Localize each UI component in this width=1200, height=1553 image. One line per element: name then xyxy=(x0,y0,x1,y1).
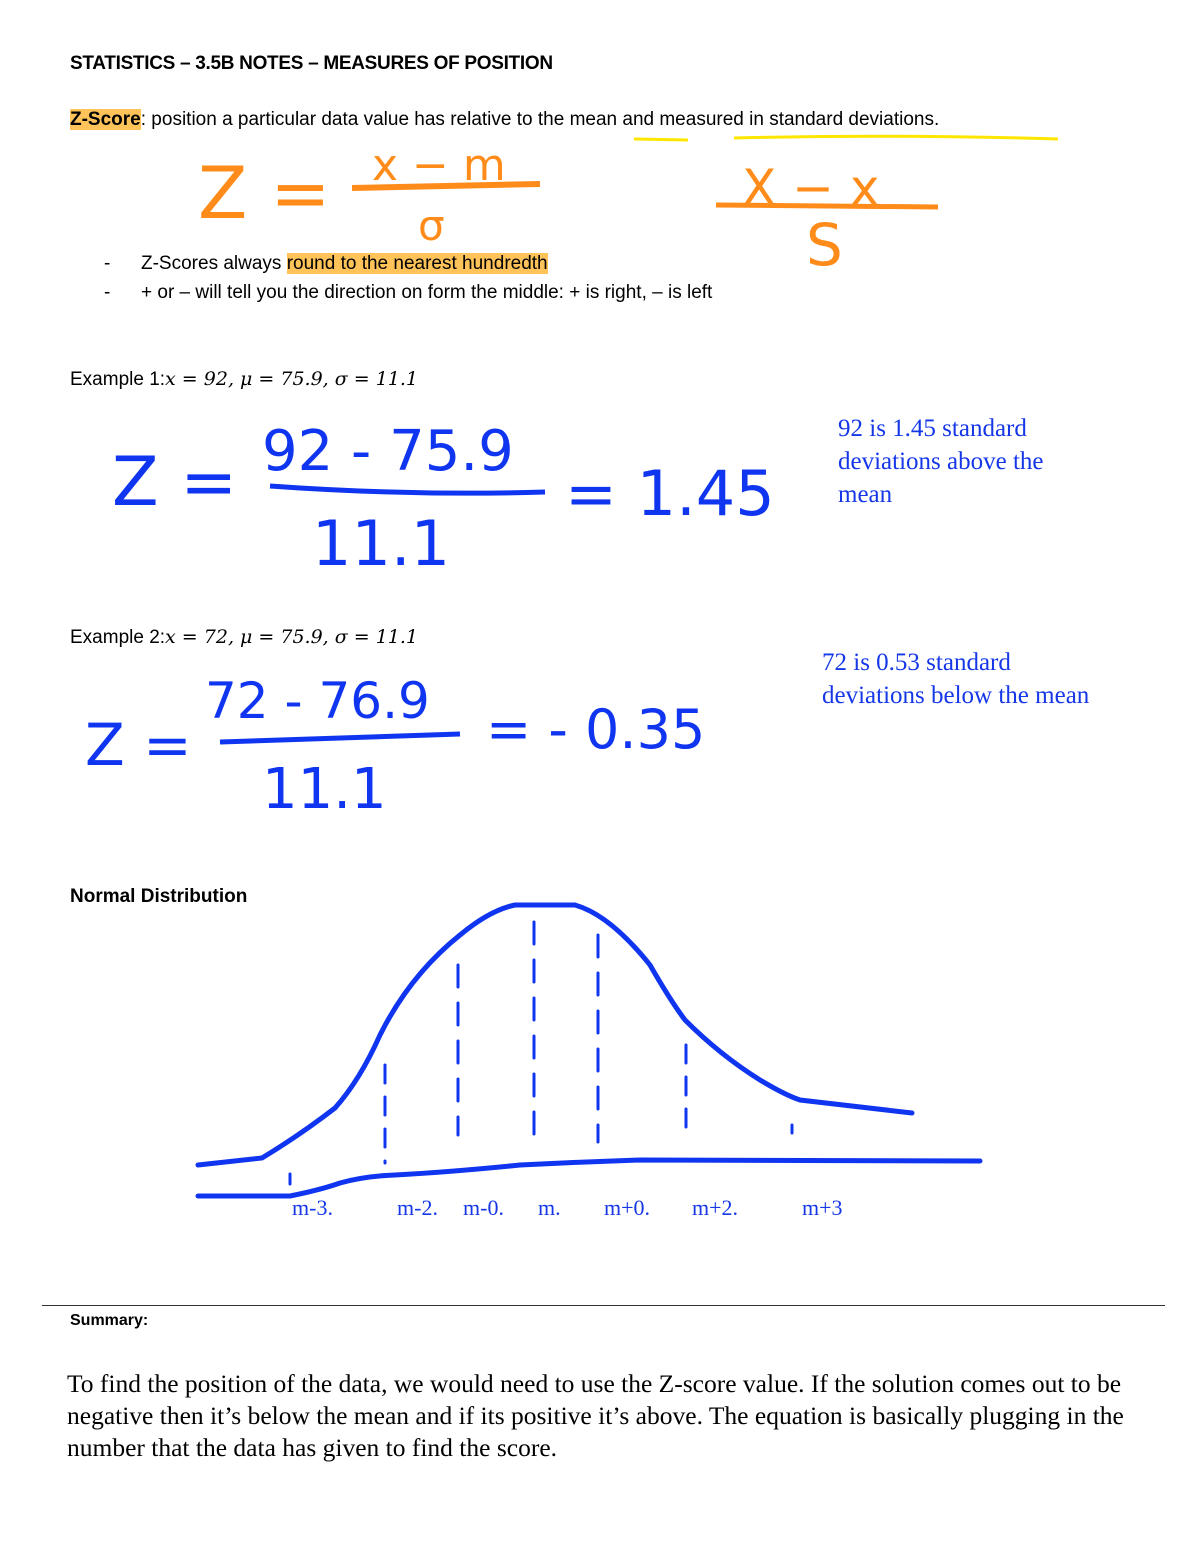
summary-divider xyxy=(42,1305,1165,1306)
definition-text-2: and xyxy=(617,109,660,130)
sample-formula xyxy=(716,159,938,279)
example-1-note: 92 is 1.45 standard deviations above the mean xyxy=(838,415,1044,508)
population-formula xyxy=(198,140,540,250)
axis-label: m+3 xyxy=(802,1195,843,1220)
formula-numerator: x − m xyxy=(372,140,506,191)
ex1-denominator: 11.1 xyxy=(312,507,451,580)
formula-fraction-bar xyxy=(352,184,540,188)
axis-label: m-3. xyxy=(292,1195,333,1220)
ex1-result: = 1.45 xyxy=(565,457,775,530)
sample-fraction-bar xyxy=(716,205,938,207)
zscore-term: Z-Score xyxy=(70,109,141,130)
sample-denominator: S xyxy=(806,211,843,279)
bullet-dash: - xyxy=(104,282,111,303)
page-title: STATISTICS – 3.5B NOTES – MEASURES OF POSITION xyxy=(70,53,553,74)
example-2-label: Example 2: xyxy=(70,627,166,648)
normal-distribution-sketch xyxy=(198,905,980,1196)
bullet-dash: - xyxy=(104,253,111,274)
mean-underline xyxy=(634,139,688,140)
measured-underline xyxy=(734,136,1058,139)
axis-label: m. xyxy=(538,1195,561,1220)
summary-label: Summary: xyxy=(70,1312,149,1329)
axis-label: m+0. xyxy=(604,1195,651,1220)
example-1-label: Example 1: xyxy=(70,369,166,390)
ex2-fraction-bar xyxy=(220,734,460,742)
axis-label: m+2. xyxy=(692,1195,739,1220)
summary-text: To find the position of the data, we would need to use the Z-score value. If the solution comes out to be negative then it’s below the mean and if its positive it’s above. The equation is basically plugging in the number that the data has given to find the score. xyxy=(67,1369,1124,1462)
definition-text-1: : position a particular data value has relative to the xyxy=(140,109,570,130)
sample-numerator: X − x xyxy=(742,159,880,217)
axis-label: m-0. xyxy=(463,1195,504,1220)
example-2-note: 72 is 0.53 standard deviations below the mean xyxy=(822,649,1090,709)
ex2-denominator: 11.1 xyxy=(262,757,387,822)
measured-phrase: measured in standard deviations. xyxy=(659,109,940,130)
mean-word: mean xyxy=(569,109,618,130)
ex1-numerator: 92 - 75.9 xyxy=(262,419,514,484)
axis-line xyxy=(198,1160,980,1196)
axis-labels xyxy=(292,1195,843,1220)
ex2-z: Z = xyxy=(85,711,192,779)
axis-label: m-2. xyxy=(397,1195,438,1220)
example-1-givens: x = 92, μ = 75.9, σ = 11.1 xyxy=(165,368,419,390)
example-1-work xyxy=(112,419,775,580)
ex2-result: = - 0.35 xyxy=(486,698,706,761)
bullet-1-text: Z-Scores always xyxy=(141,253,287,274)
example-2-work xyxy=(85,672,705,822)
example-2-givens: x = 72, μ = 75.9, σ = 11.1 xyxy=(165,626,419,648)
ex2-numerator: 72 - 76.9 xyxy=(205,672,430,730)
formula-denominator: σ xyxy=(418,201,445,250)
bell-curve xyxy=(198,905,912,1165)
bullet-2-text: + or – will tell you the direction on form the middle: + is right, – is left xyxy=(141,282,713,303)
normal-distribution-title: Normal Distribution xyxy=(70,886,248,907)
bullet-1-highlight: round to the nearest hundredth xyxy=(286,253,548,274)
ex1-fraction-bar xyxy=(270,486,545,493)
formula-z-lhs: Z = xyxy=(198,151,331,235)
ex1-z: Z = xyxy=(112,443,238,522)
